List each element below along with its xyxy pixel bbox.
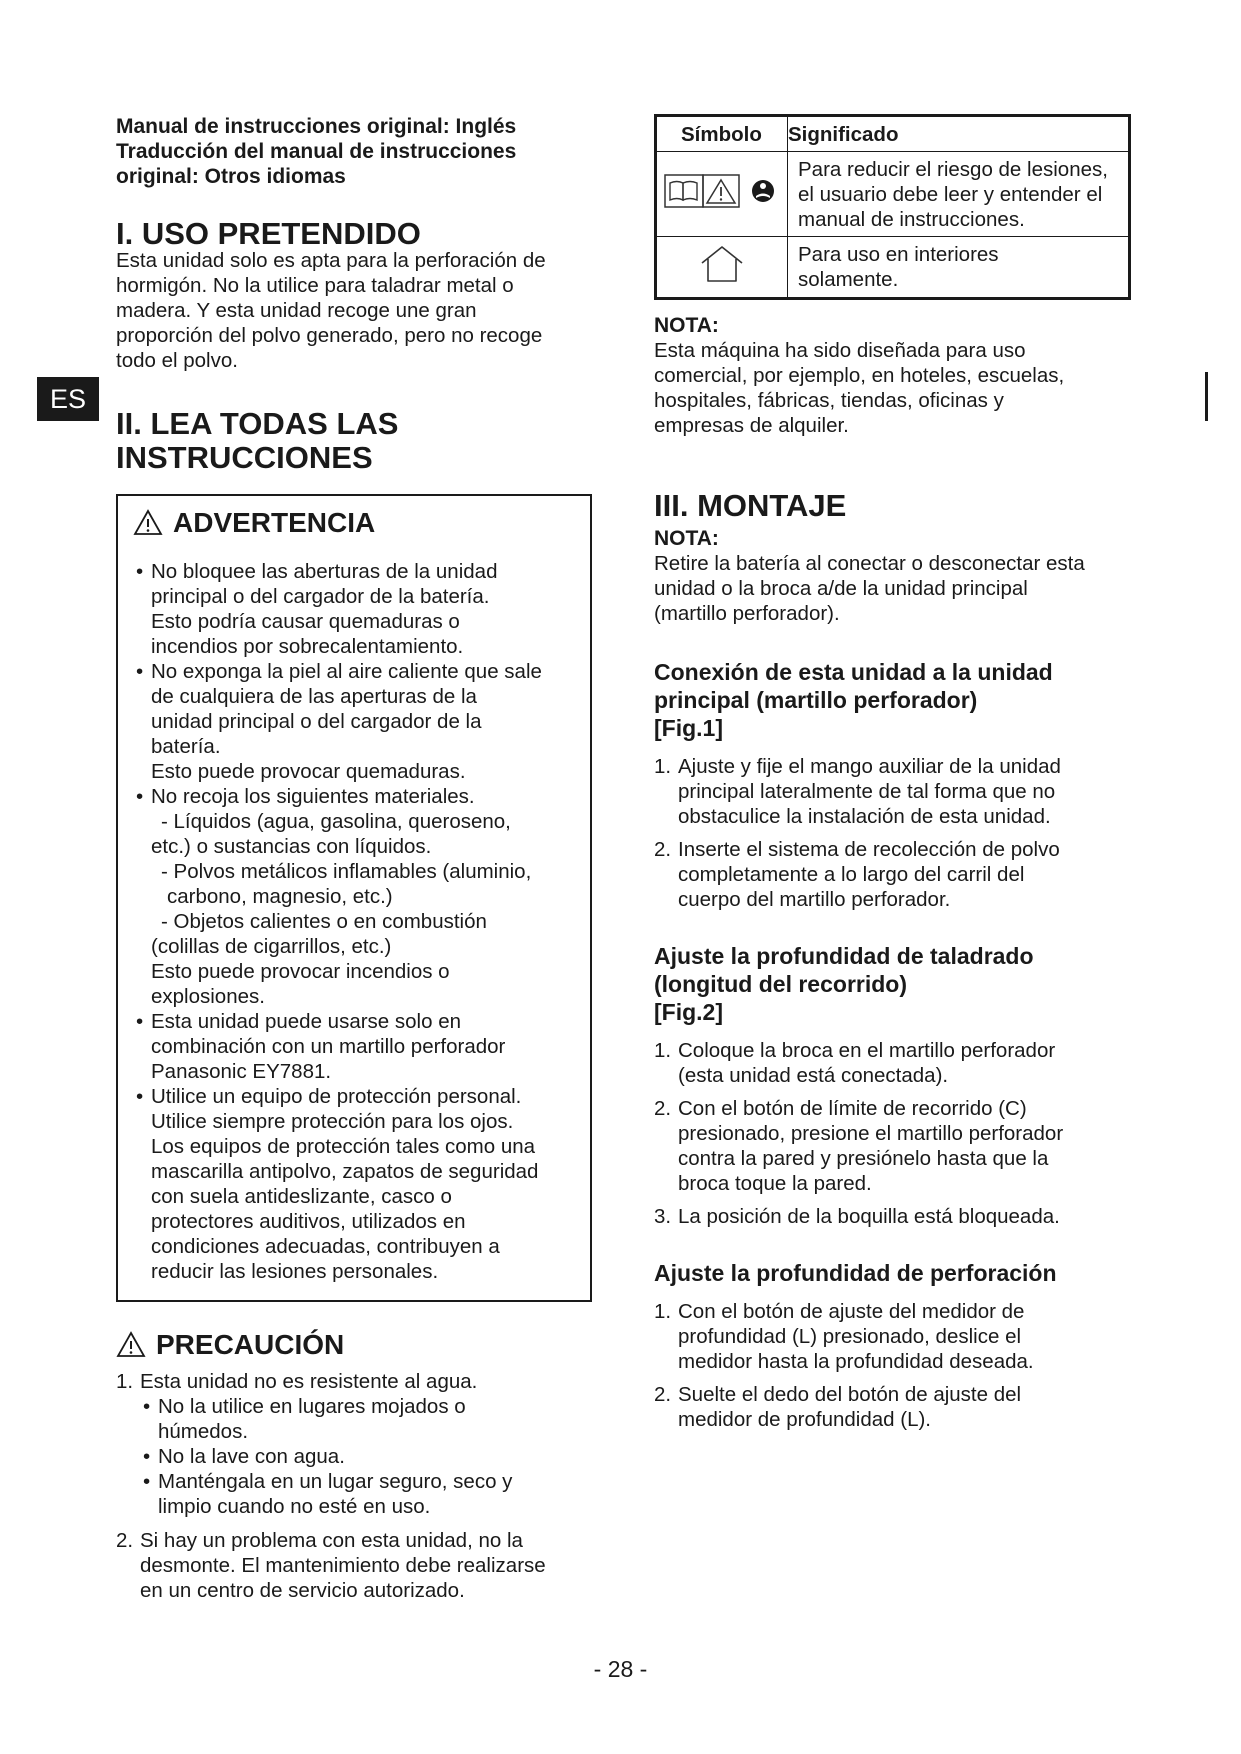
warning-list: [133, 559, 585, 1284]
paragraph-line: unidad o la broca a/de la unidad principal: [654, 577, 1028, 600]
table-row: [656, 152, 1130, 237]
table-header: Significado: [788, 116, 1130, 152]
subsection-connection: [654, 658, 1144, 912]
symbol-table: [654, 114, 1131, 300]
header-line: Traducción del manual de instrucciones: [116, 140, 517, 163]
header-line: Manual de instrucciones original: Inglés: [116, 115, 517, 138]
read-manual-symbol: [663, 169, 781, 213]
warning-triangle-icon: [116, 1331, 146, 1358]
list-item: 2. Inserte el sistema de recolección de polvo completamente a lo largo del carril del cuerpo del martillo perforador.: [654, 838, 1060, 911]
list-item: • No la lave con agua.: [140, 1444, 596, 1469]
list-item: 2. Si hay un problema con esta unidad, no la desmonte. El mantenimiento debe realizarse en un centro de servicio autorizado.: [116, 1529, 546, 1602]
warning-triangle-icon: [133, 509, 163, 536]
warning-title-text: ADVERTENCIA: [173, 507, 376, 538]
paragraph-line: comercial, por ejemplo, en hoteles, escuelas,: [654, 364, 1065, 387]
list-item: • No exponga la piel al aire caliente que sale de cualquiera de las aperturas de la unidad principal o del cargador de la batería. Esto puede provocar quemaduras.: [133, 659, 585, 784]
subsection-title-line: Ajuste la profundidad de perforación: [654, 1260, 1057, 1286]
paragraph-line: Retire la batería al conectar o desconectar esta: [654, 552, 1085, 575]
list-item: • Utilice un equipo de protección personal. Utilice siempre protección para los ojos. Los equipos de protección tales como una mascarilla antipolvo, zapatos de seguridad con suela antideslizante, casco o protectores auditivos, utilizados en condiciones adecuadas, contribuyen a reducir las lesiones personales.: [133, 1084, 585, 1284]
section-title-line: II. LEA TODAS LAS: [116, 406, 399, 441]
section-title-line: INSTRUCCIONES: [116, 440, 373, 475]
section-assembly: [654, 489, 1144, 1432]
section-intended-use: [116, 217, 636, 373]
paragraph-line: (martillo perforador).: [654, 602, 840, 625]
list-item: 1. Con el botón de ajuste del medidor de profundidad (L) presionado, deslice el medidor hasta la profundidad deseada.: [654, 1300, 1034, 1373]
table-row: [656, 237, 1130, 299]
table-header: Símbolo: [656, 116, 788, 152]
list-item: • No recoja los siguientes materiales. - Líquidos (agua, gasolina, queroseno, etc.) o sustancias con líquidos. - Polvos metálicos inflamables (aluminio, carbono, magnesio, etc.) - Objetos calientes o en combustión (colillas de cigarrillos, etc.) Esto puede provocar incendios o explosiones.: [133, 784, 585, 1009]
subsection-title-line: Ajuste la profundidad de taladrado: [654, 943, 1034, 969]
page-number: - 28 -: [593, 1656, 648, 1682]
symbol-cell: [656, 237, 788, 299]
list-item: • Manténgala en un lugar seguro, seco y limpio cuando no esté en uso.: [140, 1469, 596, 1519]
section-title: I. USO PRETENDIDO: [116, 216, 421, 251]
paragraph-line: todo el polvo.: [116, 349, 238, 372]
paragraph-line: hospitales, fábricas, tiendas, oficinas y: [654, 389, 1004, 412]
table-header-row: [656, 116, 1130, 152]
subsection-title-line: (longitud del recorrido): [654, 971, 907, 997]
subsection-perforation-depth: [654, 1259, 1144, 1432]
subsection-title-line: [Fig.2]: [654, 999, 723, 1025]
list-item: • No bloquee las aberturas de la unidad principal o del cargador de la batería. Esto podría causar quemaduras o incendios por sobrecalentamiento.: [133, 559, 585, 659]
caution-list: [116, 1369, 596, 1603]
note-label: NOTA:: [654, 314, 719, 337]
language-tab: ES: [37, 377, 99, 421]
margin-marker: [1205, 372, 1208, 421]
paragraph-line: Esta unidad solo es apta para la perforación de: [116, 249, 546, 272]
symbol-cell: [656, 152, 788, 237]
subsection-title-line: [Fig.1]: [654, 715, 723, 741]
section-read-instructions: [116, 407, 636, 475]
paragraph-line: Esta máquina ha sido diseñada para uso: [654, 339, 1026, 362]
house-icon: [698, 243, 746, 285]
book-icon: [665, 175, 703, 207]
list-item: 2. Suelte el dedo del botón de ajuste del medidor de profundidad (L).: [654, 1383, 1022, 1431]
list-item: 1. Ajuste y fije el mango auxiliar de la unidad principal lateralmente de tal forma que no obstaculice la instalación de esta unidad.: [654, 755, 1061, 828]
paragraph-line: madera. Y esta unidad recoge une gran: [116, 299, 477, 322]
note-label: NOTA:: [654, 527, 719, 550]
list-item: 1. Esta unidad no es resistente al agua. • No la utilice en lugares mojados o húmedos. • No la lave con agua. • Manténgala en un lugar seguro, seco y limpio cuando no esté en uso.: [116, 1369, 596, 1519]
warning-triangle-icon: [703, 175, 739, 207]
paragraph-line: proporción del polvo generado, pero no recoge: [116, 324, 543, 347]
list-item: • No la utilice en lugares mojados o húmedos.: [140, 1394, 596, 1444]
caution-title-text: PRECAUCIÓN: [156, 1329, 345, 1360]
meaning-cell: Para uso en interiores solamente.: [788, 237, 1130, 299]
list-item: 1. Coloque la broca en el martillo perforador (esta unidad está conectada).: [654, 1039, 1056, 1087]
subsection-title-line: principal (martillo perforador): [654, 687, 978, 713]
section-title: III. MONTAJE: [654, 488, 847, 523]
list-item: 3. La posición de la boquilla está bloqueada.: [654, 1205, 1060, 1228]
warning-title: [133, 506, 375, 540]
paragraph-line: empresas de alquiler.: [654, 414, 849, 437]
paragraph-line: hormigón. No la utilice para taladrar metal o: [116, 274, 514, 297]
list-item: • Esta unidad puede usarse solo en combinación con un martillo perforador Panasonic EY7881.: [133, 1009, 585, 1084]
subsection-title-line: Conexión de esta unidad a la unidad: [654, 659, 1053, 685]
list-item: 2. Con el botón de límite de recorrido (C) presionado, presione el martillo perforador contra la pared y presiónelo hasta que la broca toque la pared.: [654, 1097, 1064, 1195]
subsection-drilling-depth: [654, 942, 1144, 1229]
caution-title: [116, 1328, 344, 1362]
note-commercial: [654, 313, 1134, 438]
header-line: original: Otros idiomas: [116, 165, 346, 188]
meaning-cell: Para reducir el riesgo de lesiones, el usuario debe leer y entender el manual de instrucciones.: [788, 152, 1130, 237]
read-manual-icon: [752, 180, 774, 202]
document-header: [116, 114, 636, 189]
